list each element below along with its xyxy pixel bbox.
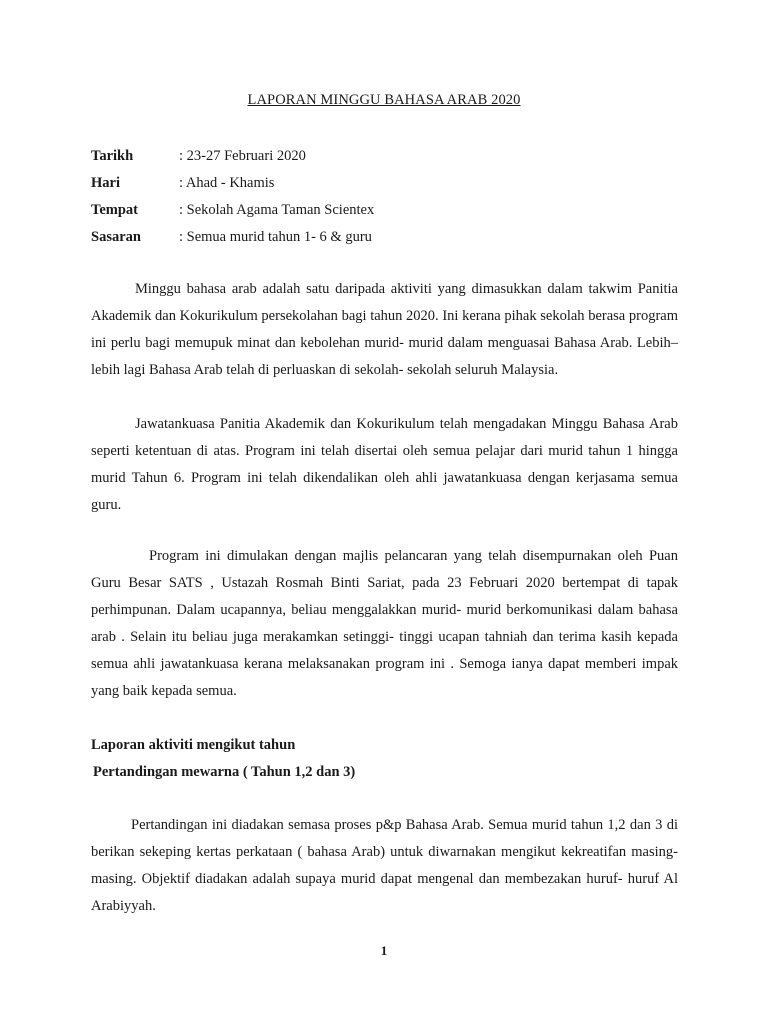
info-label: Tarikh	[91, 148, 134, 164]
info-label: Hari	[91, 175, 120, 191]
body-paragraph-3: Program ini dimulakan dengan majlis pelancaran yang telah disempurnakan oleh Puan Guru Besar SATS , Ustazah Rosmah Binti Sariat, pada 23 Februari 2020 bertempat di tapak perhimpunan. Dalam ucapannya, beliau menggalakkan murid- murid berkomunikasi dalam bahasa arab . Selain itu beliau juga merakamkan setinggi- tinggi ucapan tahniah dan terima kasih kepada semua ahli jawatankuasa kerana melaksanakan program ini . Semoga ianya dapat memberi impak yang baik kepada semua.	[91, 548, 678, 699]
info-label: Tempat	[91, 202, 138, 218]
body-paragraph-1: Minggu bahasa arab adalah satu daripada aktiviti yang dimasukkan dalam takwim Panitia Akademik dan Kokurikulum persekolahan bagi tahun 2020. Ini kerana pihak sekolah berasa program ini perlu bagi memupuk minat dan kebolehan murid- murid dalam menguasai Bahasa Arab. Lebih–lebih lagi Bahasa Arab telah di perluaskan di sekolah- sekolah seluruh Malaysia.	[91, 281, 678, 378]
info-label: Sasaran	[91, 229, 141, 245]
info-value: : 23-27 Februari 2020	[179, 148, 306, 164]
info-value: : Sekolah Agama Taman Scientex	[179, 202, 375, 218]
subsection-heading: Pertandingan mewarna ( Tahun 1,2 dan 3)	[93, 764, 356, 780]
subsection-paragraph: Pertandingan ini diadakan semasa proses p&p Bahasa Arab. Semua murid tahun 1,2 dan 3 di berikan sekeping kertas perkataan ( bahasa Arab) untuk diwarnakan mengikut kekreatifan masing- masing. Objektif diadakan adalah supaya murid dapat mengenal dan membezakan huruf- huruf Al Arabiyyah.	[91, 817, 678, 914]
page-number: 1	[380, 943, 388, 958]
info-value: : Semua murid tahun 1- 6 & guru	[179, 229, 372, 245]
body-paragraph-2: Jawatankuasa Panitia Akademik dan Kokurikulum telah mengadakan Minggu Bahasa Arab seperti ketentuan di atas. Program ini telah disertai oleh semua pelajar dari murid tahun 1 hingga murid Tahun 6. Program ini telah dikendalikan oleh ahli jawatankuasa dengan kerjasama semua guru.	[91, 416, 678, 513]
document-title: LAPORAN MINGGU BAHASA ARAB 2020	[247, 92, 521, 108]
section-heading: Laporan aktiviti mengikut tahun	[91, 737, 296, 753]
info-value: : Ahad - Khamis	[179, 175, 275, 191]
